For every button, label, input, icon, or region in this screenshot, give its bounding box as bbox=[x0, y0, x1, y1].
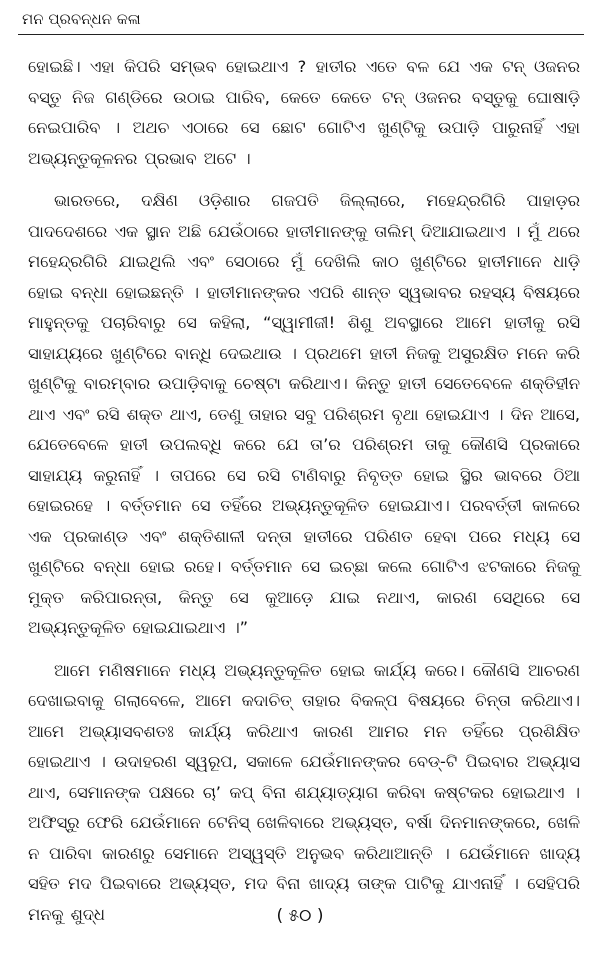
header-divider bbox=[18, 34, 584, 35]
running-header-title: ମନ ପ୍ରବନ୍ଧନ କଳା bbox=[22, 10, 141, 28]
paragraph-continued: ହୋଇଛି। ଏହା କିପରି ସମ୍ଭବ ହୋଇଥାଏ ? ହାତୀର ଏତେ ବଳ ଯେ ଏକ ଟନ୍ ଓଜନର ବସ୍ତୁ ନିଜ ଗଣ୍ଡିରେ ଉଠାଇ ପାରିବ, କେତେ କେତେ ଟନ୍ ଓଜନର ବସ୍ତୁକୁ ଘୋଷାଡ଼ି ନେଇପାରିବ । ଅଥଚ ଏଠାରେ ସେ ଛୋଟ ଗୋଟିଏ ଖୁଣ୍ଟିକୁ ଉପାଡ଼ି ପାରୁନାହିଁ ଏହା ଅଭ୍ୟନ୍ତୁକୂଳନର ପ୍ରଭାବ ଅଟେ । bbox=[28, 57, 580, 168]
paragraph-elephant-training: ଭାରତରେ, ଦକ୍ଷିଣ ଓଡ଼ିଶାର ଗଜପତି ଜିଲ୍ଲାରେ, ମହେନ୍ଦ୍ରଗିରି ପାହାଡ଼ର ପାଦଦେଶରେ ଏକ ସ୍ଥାନ ଅଛି ଯେଉଁଠାରେ ହାତୀମାନଙ୍କୁ ତାଲିମ୍ ଦିଆଯାଇଥାଏ । ମୁଁ ଥରେ ମହେନ୍ଦ୍ରଗିରି ଯାଇଥିଲି ଏବଂ ସେଠାରେ ମୁଁ ଦେଖିଲି କାଠ ଖୁଣ୍ଟିରେ ହାତୀମାନେ ଧାଡ଼ି ହୋଇ ବନ୍ଧା ହୋଇଛନ୍ତି । ହାତୀମାନଙ୍କର ଏପରି ଶାନ୍ତ ସ୍ୱଭାବର ରହସ୍ୟ ବିଷୟରେ ମାହୁନ୍ତକୁ ପଚାରିବାରୁ ସେ କହିଲା, “ସ୍ୱାମୀଜୀ! ଶିଶୁ ଅବସ୍ଥାରେ ଆମେ ହାତୀକୁ ରସି ସାହାଯ୍ୟରେ ଖୁଣ୍ଟିରେ ବାନ୍ଧି ଦେଇଥାଉ । ପ୍ରଥମେ ହାତୀ ନିଜକୁ ଅସୁରକ୍ଷିତ ମନେ କରି ଖୁଣ୍ଟିକୁ ବାରମ୍ବାର ଉପାଡ଼ିବାକୁ ଚେଷ୍ଟା କରିଥାଏ। କିନ୍ତୁ ହାତୀ ସେତେବେଳେ ଶକ୍ତିହୀନ ଥାଏ ଏବଂ ରସି ଶକ୍ତ ଥାଏ, ତେଣୁ ତାହାର ସବୁ ପରିଶ୍ରମ ବୃଥା ହୋଇଯାଏ । ଦିନ ଆସେ, ଯେତେବେଳେ ହାତୀ ଉପଲବ୍ଧି କରେ ଯେ ତା’ର ପରିଶ୍ରମ ତାକୁ କୌଣସି ପ୍ରକାରେ ସାହାଯ୍ୟ କରୁନାହିଁ । ତାପରେ ସେ ରସି ଟାଣିବାରୁ ନିବୃତ୍ତ ହୋଇ ସ୍ଥିର ଭାବରେ ଠିଆ ହୋଇରହେ । ବର୍ତ୍ତମାନ ସେ ତହିଁରେ ଅଭ୍ୟନ୍ତୁକୂଳିତ ହୋଇଯାଏ। ପରବର୍ତ୍ତୀ କାଳରେ ଏକ ପ୍ରକାଣ୍ଡ ଏବଂ ଶକ୍ତିଶାଳୀ ଦନ୍ତା ହାତୀରେ ପରିଣତ ହେବା ପରେ ମଧ୍ୟ ସେ ଖୁଣ୍ଟିରେ ବନ୍ଧା ହୋଇ ରହେ। ବର୍ତ୍ତମାନ ସେ ଇଚ୍ଛା କଲେ ଗୋଟିଏ ଝଟକାରେ ନିଜକୁ ମୁକ୍ତ କରିପାରନ୍ତା, କିନ୍ତୁ ସେ କୁଆଡ଼େ ଯାଇ ନଥାଏ, କାରଣ ସେଥିରେ ସେ ଅଭ୍ୟନ୍ତୁକୂଳିତ ହୋଇଯାଇଥାଏ ।” bbox=[28, 191, 580, 637]
page-number: ( ୫୦ ) bbox=[276, 906, 324, 926]
paragraph-human-habits: ଆମେ ମଣିଷମାନେ ମଧ୍ୟ ଅଭ୍ୟନ୍ତୁକୂଳିତ ହୋଇ କାର୍ଯ୍ୟ କରେ। କୌଣସି ଆଚରଣ ଦେଖାଇବାକୁ ଗଲାବେଳେ, ଆମେ କଦାଚିତ୍ ତାହାର ବିକଳ୍ପ ବିଷୟରେ ଚିନ୍ତା କରିଥାଏ। ଆମେ ଅଭ୍ୟାସବଶତଃ କାର୍ଯ୍ୟ କରିଥାଏ କାରଣ ଆମର ମନ ତହିଁରେ ପ୍ରଶିକ୍ଷିତ ହୋଇଥାଏ । ଉଦାହରଣ ସ୍ୱରୂପ, ସକାଳେ ଯେଉଁମାନଙ୍କର ବେଡ୍-ଟି ପିଇବାର ଅଭ୍ୟାସ ଥାଏ, ସେମାନଙ୍କ ପକ୍ଷରେ ଚା’ କପ୍ ବିନା ଶଯ୍ୟାତ୍ୟାଗ କରିବା କଷ୍ଟକର ହୋଇଥାଏ । ଅଫିସ୍ରୁ ଫେରି ଯେଉଁମାନେ ଟେନିସ୍ ଖେଳିବାରେ ଅଭ୍ୟସ୍ତ, ବର୍ଷା ଦିନମାନଙ୍କରେ, ଖେଳି ନ ପାରିବା କାରଣରୁ ସେମାନେ ଅସ୍ୱସ୍ତି ଅନୁଭବ କରିଥାଆନ୍ତି । ଯେଉଁମାନେ ଖାଦ୍ୟ ସହିତ ମଦ ପିଇବାରେ ଅଭ୍ୟସ୍ତ, ମଦ ବିନା ଖାଦ୍ୟ ତାଙ୍କ ପାଟିକୁ ଯାଏନାହିଁ । ସେହିପରି ମନକୁ ଶୁଦ୍ଧ bbox=[28, 660, 580, 924]
